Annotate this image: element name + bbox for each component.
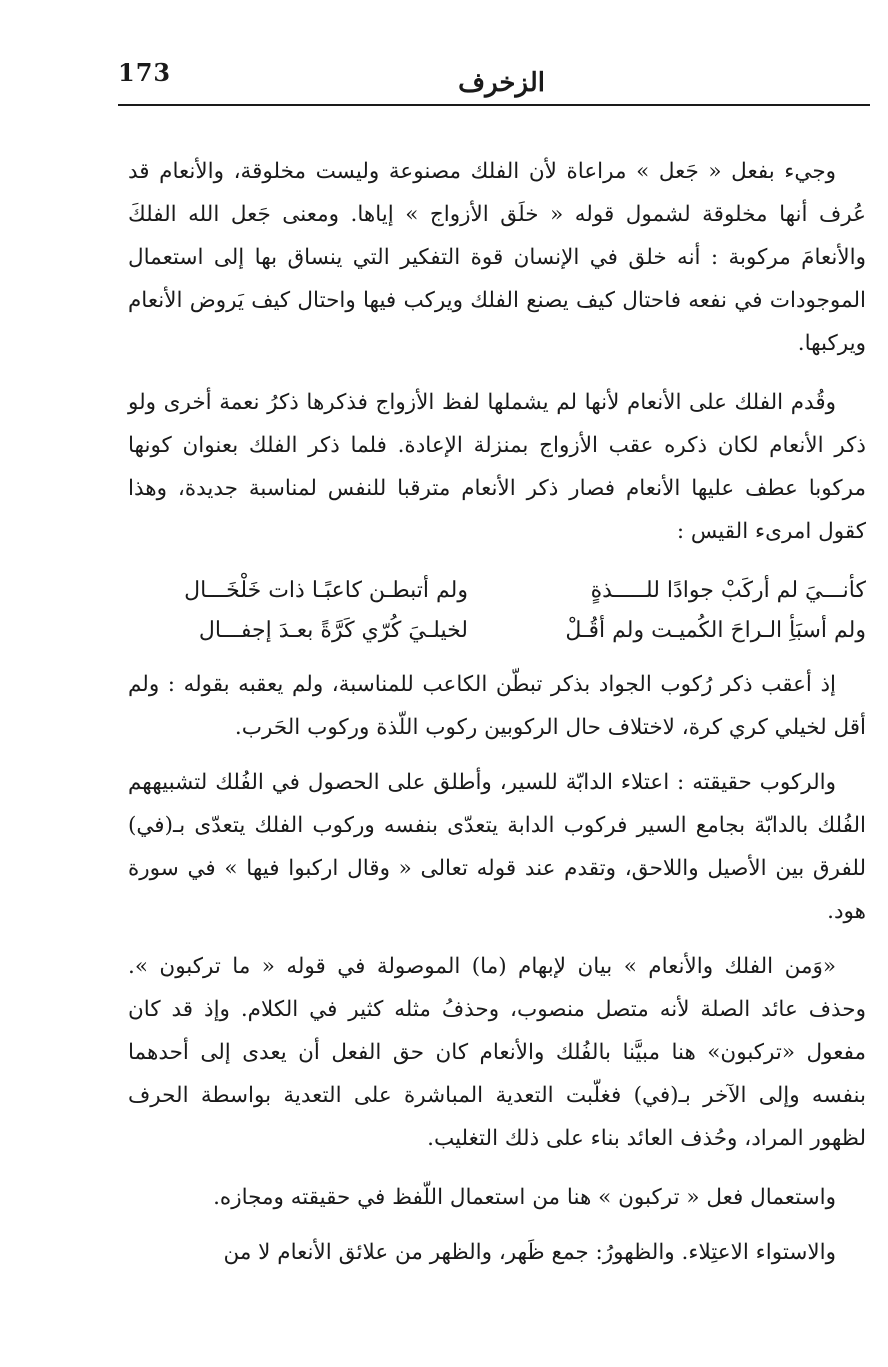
paragraph-6: واستعمال فعل « تركبون » هنا من استعمال اللّفظ في حقيقته ومجازه. <box>213 1185 836 1210</box>
body-text <box>128 150 866 1274</box>
paragraph-7: والاستواء الاعتِلاء. والظهورُ: جمع ظَهر، والظهر من علائق الأنعام لا من <box>223 1240 836 1265</box>
poem-verse-2 <box>128 611 866 651</box>
running-title: الزخرف <box>458 68 545 98</box>
paragraph-5: «وَمن الفلك والأنعام » بيان لإبهام (ما) الموصولة في قوله « ما تركبون ». وحذف عائد الصلة لأنه متصل منصوب، وحذفُ مثله كثير في الكلام. وإذ قد كان مفعول «تركبون» هنا مبيَّنا بالفُلك والأنعام كان حق الفعل أن يعدى إلى أحدهما بنفسه وإلى الآخر بـ(في) فغلّبت التعدية المباشرة على التعدية بواسطة الحرف لظهور المراد، وحُذف العائد بناء على ذلك التغليب. <box>128 954 866 1151</box>
paragraph-2: وقُدم الفلك على الأنعام لأنها لم يشملها لفظ الأزواج فذكرها ذكرُ نعمة أخرى ولو ذكر الأنعام لكان ذكره عقب الأزواج بمنزلة الإعادة. فلما ذكر الفلك بعنوان كونها مركوبا عطف عليها الأنعام فصار ذكر الأنعام مترقبا للنفس لمناسبة جديدة، وهذا كقول امرىء القيس : <box>128 390 866 544</box>
paragraph-1: وجيء بفعل « جَعل » مراعاة لأن الفلك مصنوعة وليست مخلوقة، والأنعام قد عُرف أنها مخلوقة لشمول قوله « خلَق الأزواج » إياها. ومعنى جَعل الله الفلكَ والأنعامَ مركوبة : أنه خلق في الإنسان قوة التفكير التي ينساق بها إلى استعمال الموجودات في نفعه فاحتال كيف يصنع الفلك ويركب فيها واحتال كيف يَروض الأنعام ويركبها. <box>128 159 866 356</box>
poem-verse-2-second-hemistich: لخيلـيَ كُرّي كَرَّةً بعـدَ إجفـــال <box>198 618 468 643</box>
page-number: 173 <box>118 58 172 87</box>
paragraph-3: إذ أعقب ذكر رُكوب الجواد بذكر تبطّن الكاعب للمناسبة، ولم يعقبه بقوله : ولم أقل لخيلي كري كرة، لاختلاف حال الركوبين ركوب اللّذة وركوب الحَرب. <box>128 672 866 740</box>
page-header <box>118 58 870 108</box>
poem-verse-1 <box>128 571 866 611</box>
paragraph-4: والركوب حقيقته : اعتلاء الدابّة للسير، وأطلق على الحصول في الفُلك لتشبيههم الفُلك بالدابّة بجامع السير فركوب الدابة يتعدّى بنفسه وركوب الفلك يتعدّى بـ(في) للفرق بين الأصيل واللاحق، وتقدم عند قوله تعالى « وقال اركبوا فيها » في سورة هود. <box>128 770 866 924</box>
poem <box>128 571 866 651</box>
poem-verse-1-first-hemistich: كأنـــيَ لم أركَبْ جوادًا للـــــذةٍ <box>590 578 866 603</box>
poem-verse-1-second-hemistich: ولم أتبطـن كاعبًـا ذات خَلْخَـــال <box>184 578 468 603</box>
header-rule <box>118 104 870 106</box>
poem-verse-2-first-hemistich: ولم أسبَأِ الـراحَ الكُميـت ولم أقُـلْ <box>565 618 866 643</box>
